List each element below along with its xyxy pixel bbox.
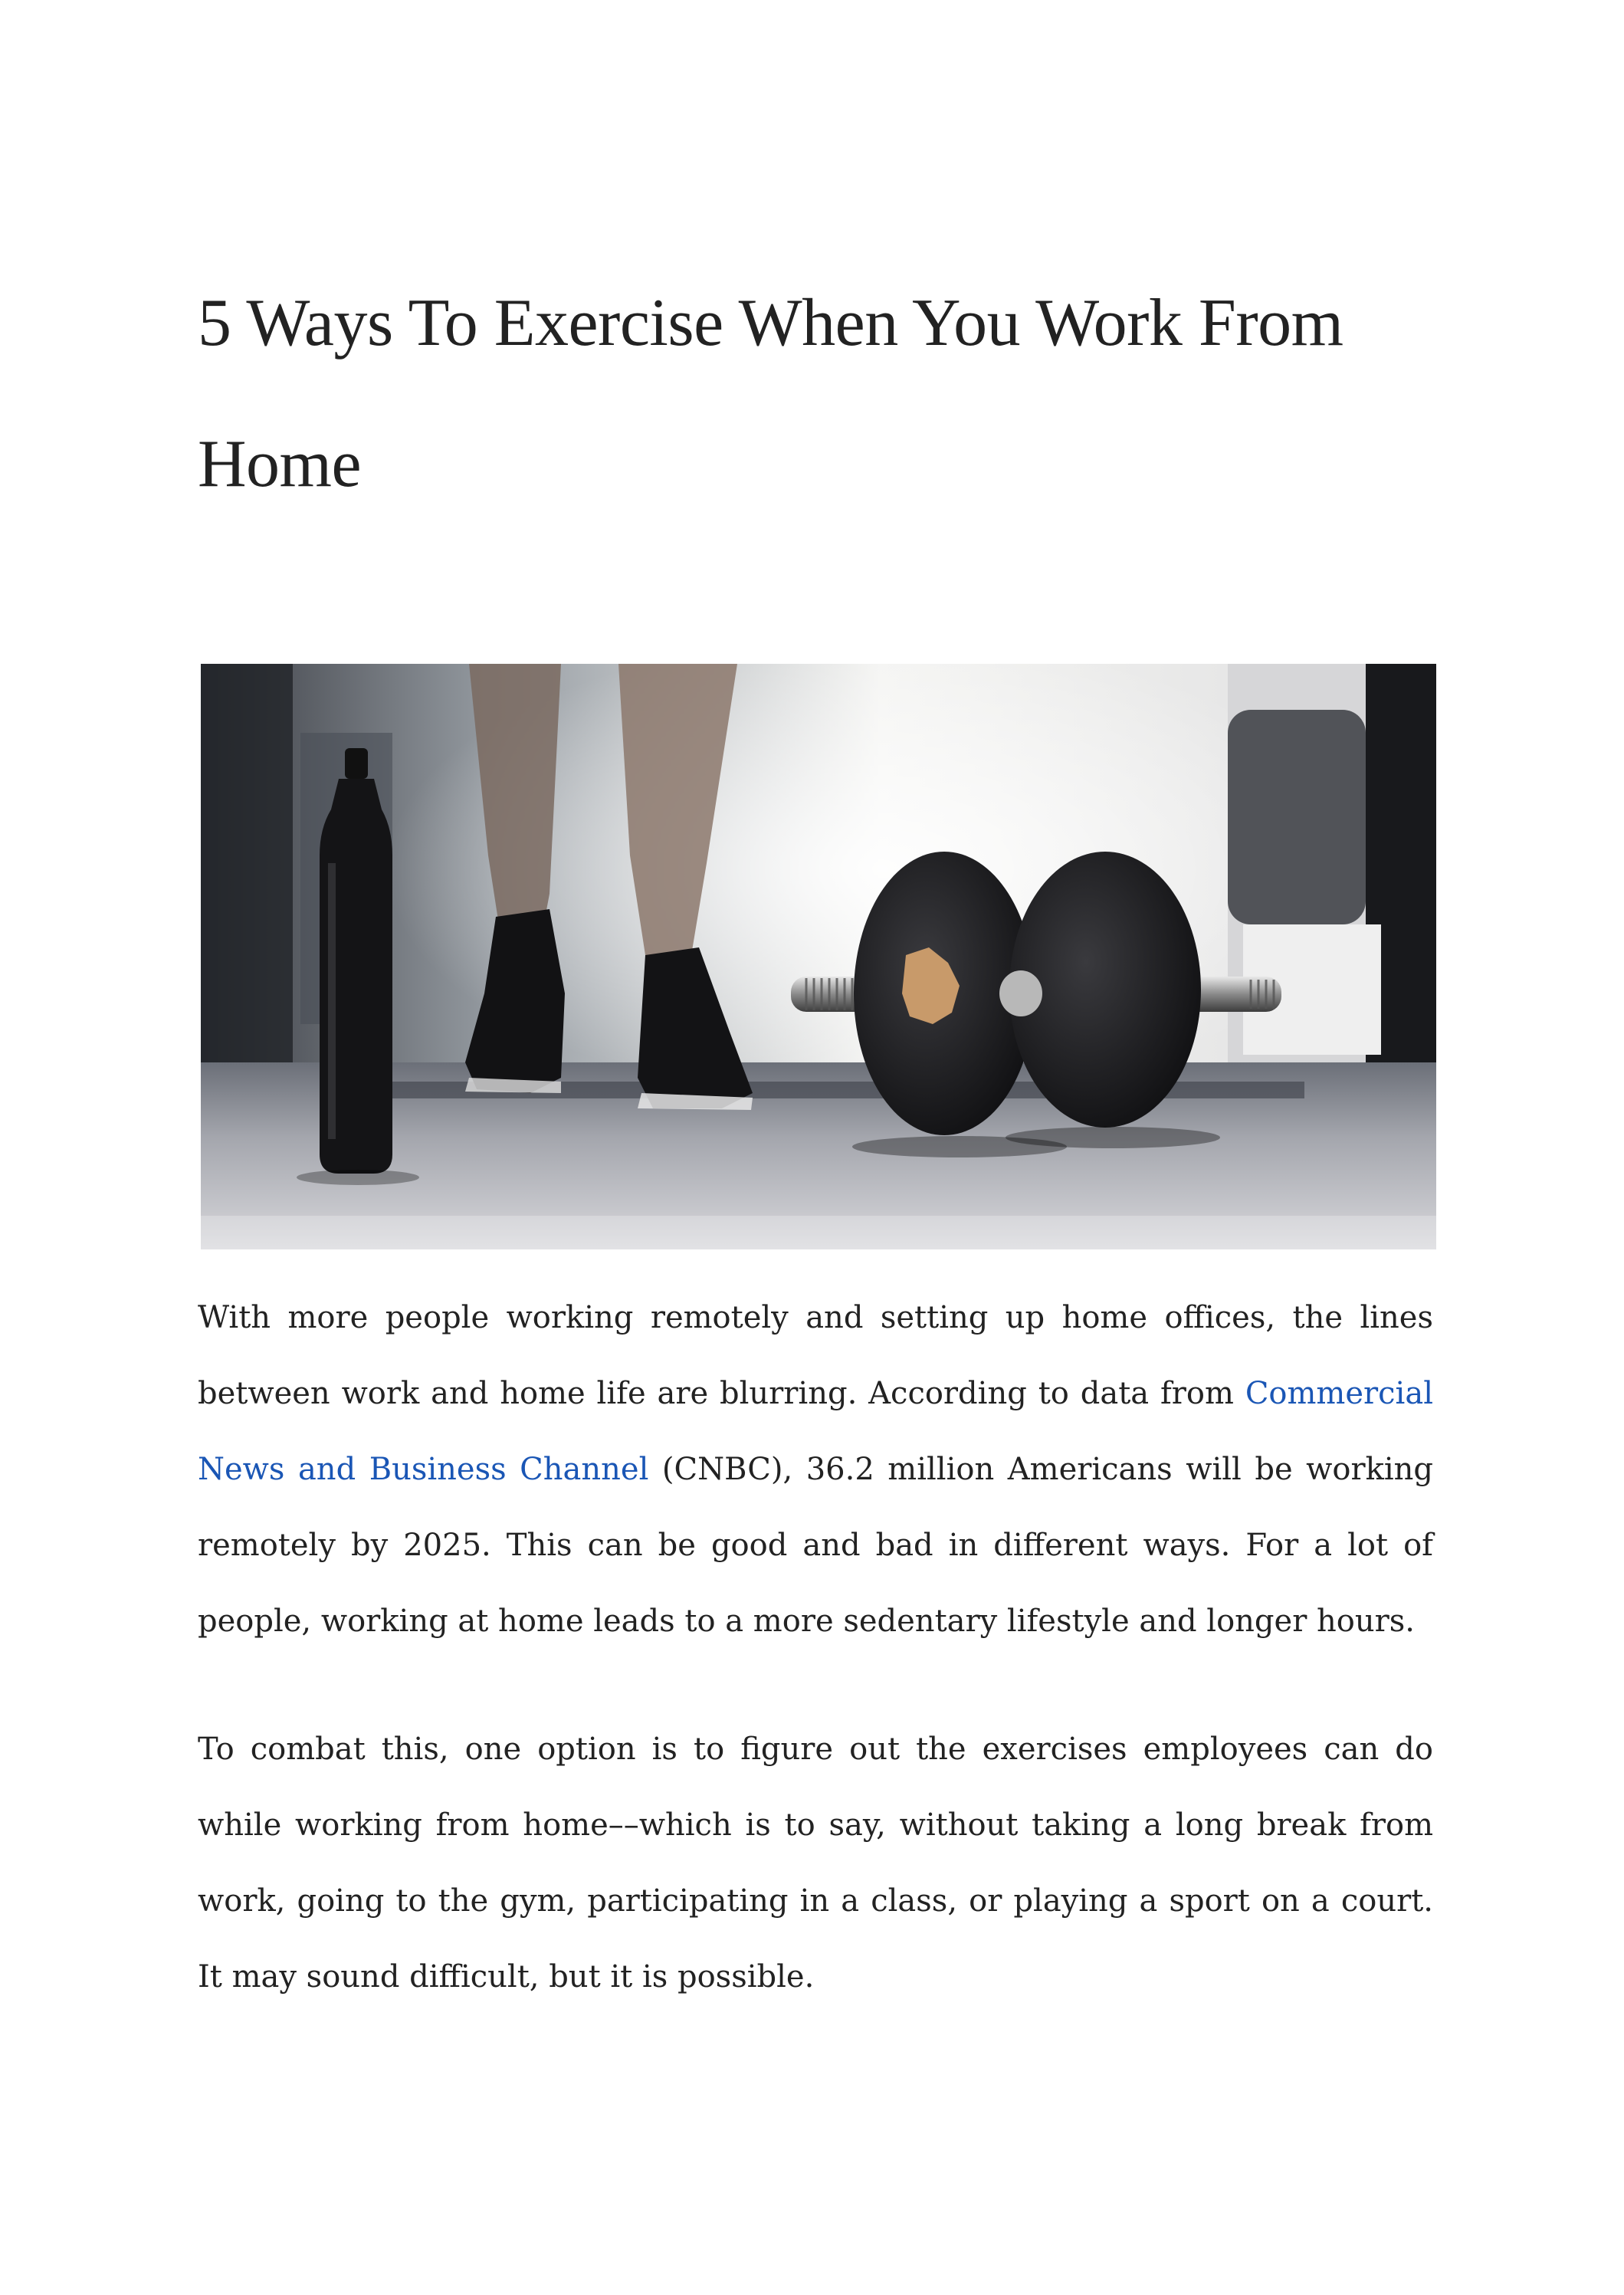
article [198, 253, 1433, 1995]
paragraph-1 [198, 1280, 1433, 1660]
hero-image [201, 664, 1436, 1249]
paragraph-1-text-start: With more people working remotely and setting up home offices, the lines between work and home life are blurring. According to data from [198, 1300, 1433, 1411]
paragraph-2: To combat this, one option is to figure out the exercises employees can do while working from home––which is to say, without taking a long break from work, going to the gym, participating in a class, or playing a sport on a court. It may sound difficult, but it is possible. [198, 1732, 1433, 1995]
paragraph-1-text-end: (CNBC), 36.2 million Americans will be working remotely by 2025. This can be good and bad in different ways. For a lot of people, working at home leads to a more sedentary lifestyle and longer hours. [198, 1452, 1433, 1639]
cnbc-link[interactable]: Commercial News and Business Channel [198, 1376, 1433, 1487]
article-body [198, 1280, 1433, 2067]
article-title: 5 Ways To Exercise When You Work From Home [198, 286, 1343, 501]
